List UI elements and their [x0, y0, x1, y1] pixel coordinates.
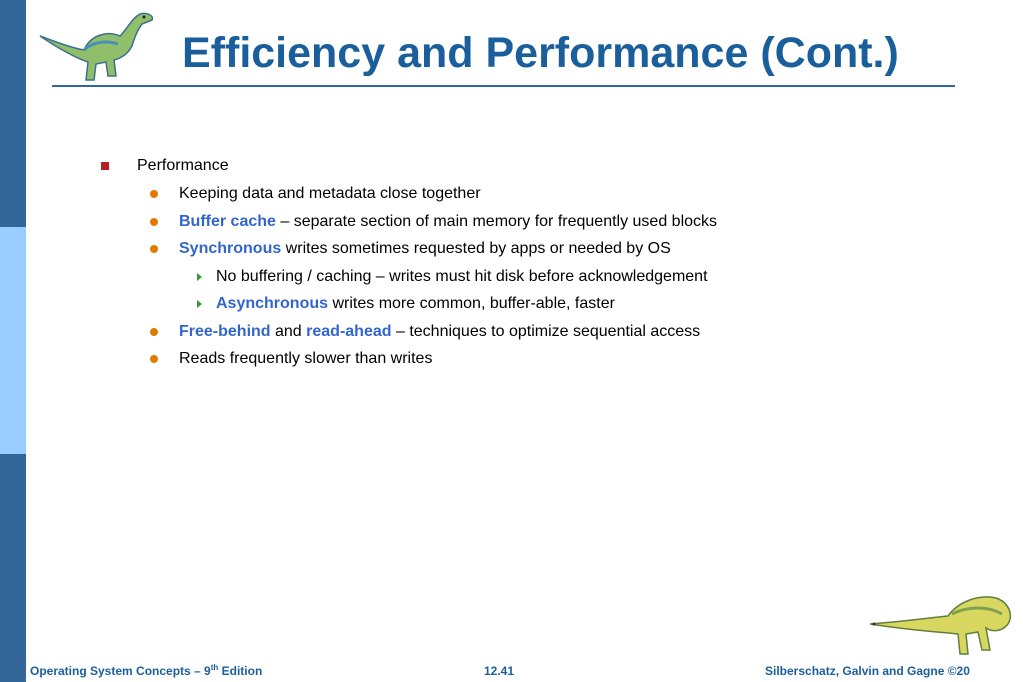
bullet-text: writes sometimes requested by apps or needed by OS: [281, 240, 671, 257]
footer-book-edition: Edition: [218, 664, 263, 678]
bullet-text: – techniques to optimize sequential access: [391, 323, 701, 340]
subbullet-no-buffering: No buffering / caching – writes must hit disk before acknowledgement: [216, 268, 708, 285]
footer-book-title: [30, 664, 262, 678]
dot-bullet-icon: [150, 245, 158, 253]
dinosaur-icon: [36, 6, 158, 84]
bullet-text: – separate section of main memory for frequently used blocks: [275, 213, 718, 230]
dot-bullet-icon: [150, 355, 158, 363]
bullet-synchronous: [179, 239, 671, 259]
dot-bullet-icon: [150, 190, 158, 198]
dot-bullet-icon: [150, 218, 158, 226]
bullet-buffer-cache: [179, 212, 717, 232]
term-buffer-cache: Buffer cache: [179, 213, 276, 230]
sidebar-segment-bottom: [0, 454, 26, 682]
bullet-performance: Performance: [137, 157, 229, 174]
bullet-reads-slower: Reads frequently slower than writes: [179, 350, 433, 367]
dinosaur-icon: [868, 584, 1016, 658]
footer-book-sup: th: [210, 663, 219, 672]
slide-title: Efficiency and Performance (Cont.): [182, 29, 899, 77]
subbullet-asynchronous: [216, 294, 615, 314]
bullet-keeping-data: Keeping data and metadata close together: [179, 185, 481, 202]
bullet-text: and: [270, 323, 307, 340]
title-divider: [52, 85, 955, 87]
arrow-bullet-icon: [197, 273, 202, 281]
square-bullet-icon: [101, 162, 109, 170]
term-asynchronous: Asynchronous: [216, 295, 329, 312]
footer-book-text: Operating System Concepts – 9: [30, 664, 211, 678]
left-sidebar-band: [0, 0, 26, 682]
arrow-bullet-icon: [197, 300, 202, 308]
footer-authors: Silberschatz, Galvin and Gagne ©20: [765, 664, 970, 678]
term-synchronous: Synchronous: [179, 240, 282, 257]
bullet-text: writes more common, buffer-able, faster: [328, 295, 615, 312]
term-free-behind: Free-behind: [179, 323, 271, 340]
sidebar-segment-middle: [0, 227, 26, 454]
term-read-ahead: read-ahead: [306, 323, 392, 340]
dot-bullet-icon: [150, 328, 158, 336]
bullet-free-behind: [179, 322, 700, 342]
sidebar-segment-top: [0, 0, 26, 227]
footer-page-number: 12.41: [484, 664, 515, 678]
